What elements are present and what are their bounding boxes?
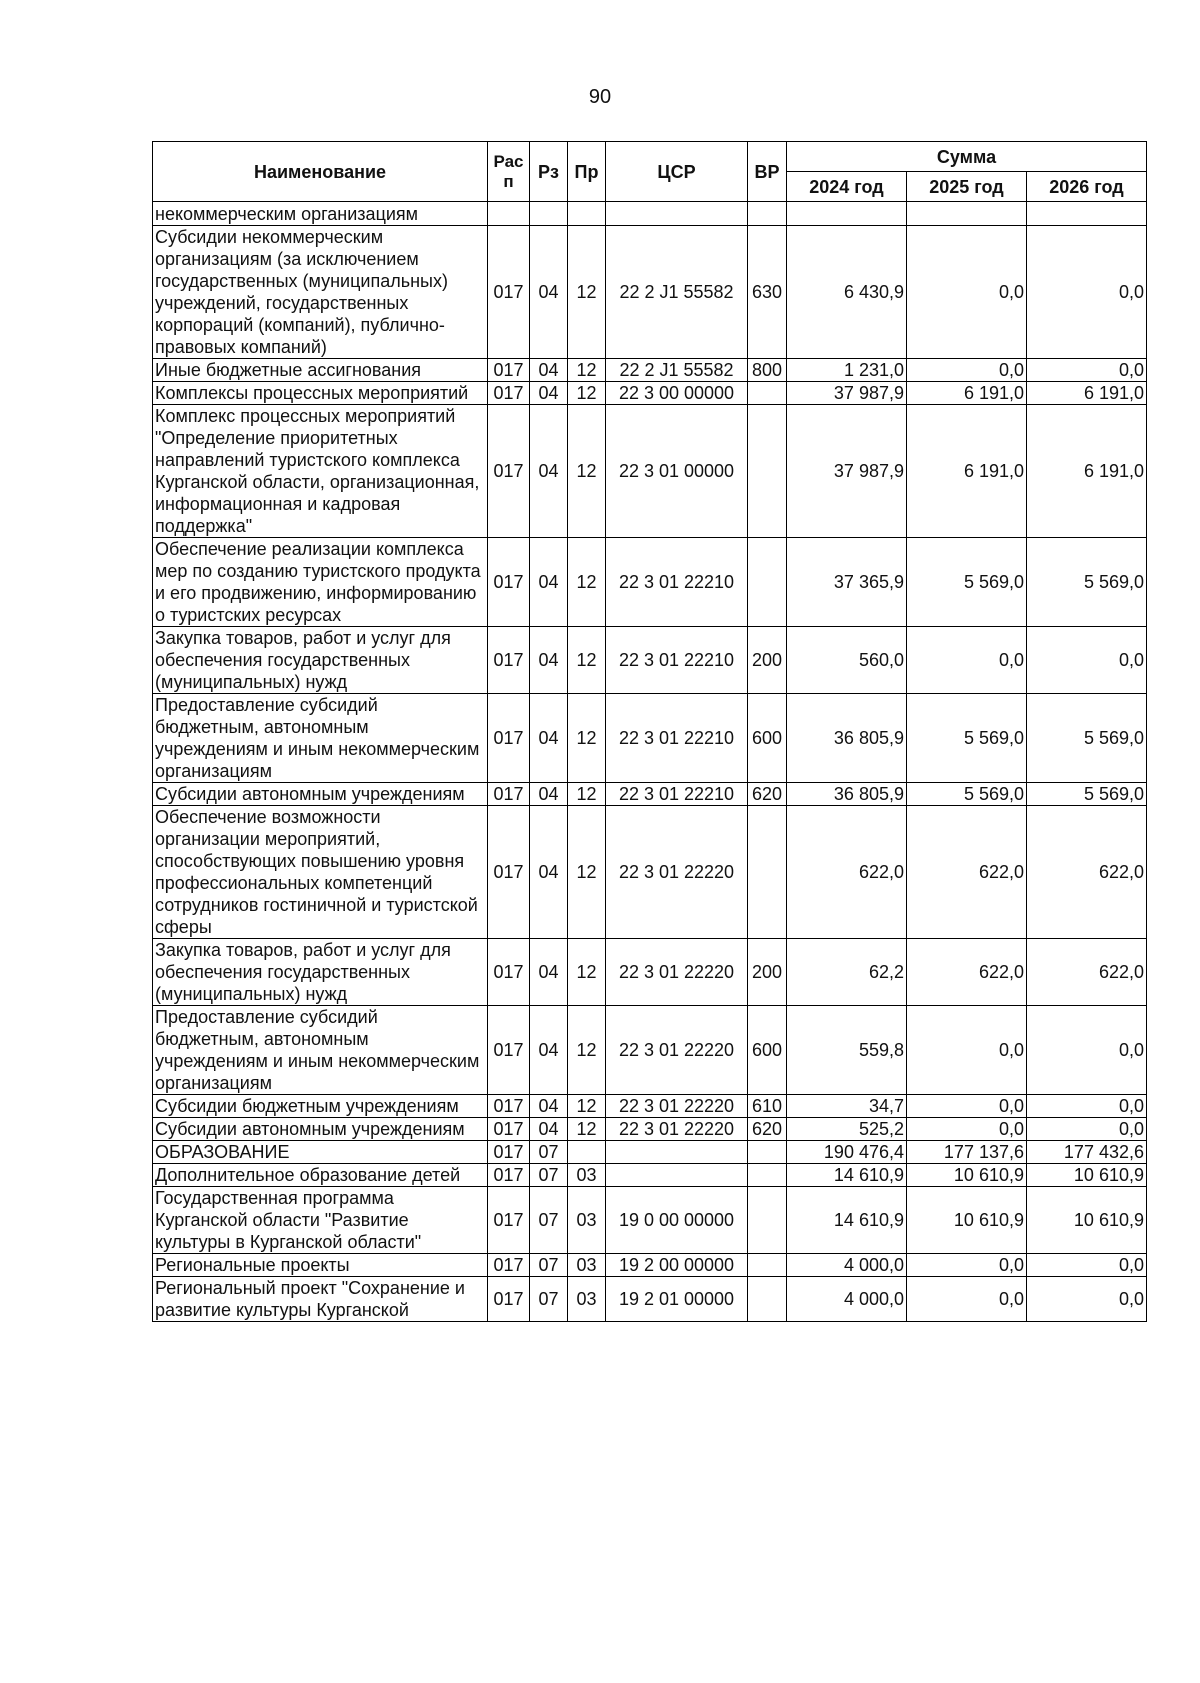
row-name: Субсидии автономным учреждениям	[153, 783, 488, 806]
row-csr: 22 3 01 22210	[606, 627, 748, 694]
row-vr: 600	[748, 694, 787, 783]
row-pr: 12	[568, 806, 606, 939]
row-sum-2025: 177 137,6	[907, 1141, 1027, 1164]
row-csr: 22 3 01 22210	[606, 538, 748, 627]
row-sum-2024: 1 231,0	[787, 359, 907, 382]
row-name: Обеспечение реализации комплекса мер по созданию туристского продукта и его продвижению, информированию о туристских ресурсах	[153, 538, 488, 627]
row-pr: 03	[568, 1187, 606, 1254]
row-pr: 12	[568, 694, 606, 783]
row-rasp: 017	[488, 694, 530, 783]
row-pr: 12	[568, 538, 606, 627]
header-summa: Сумма	[787, 142, 1147, 172]
table-row	[153, 1006, 1147, 1095]
row-rasp: 017	[488, 226, 530, 359]
row-name: Обеспечение возможности организации мероприятий, способствующих повышению уровня профессиональных компетенций сотрудников гостиничной и туристской сферы	[153, 806, 488, 939]
row-sum-2024: 37 987,9	[787, 405, 907, 538]
row-rasp: 017	[488, 1254, 530, 1277]
row-sum-2024: 190 476,4	[787, 1141, 907, 1164]
row-rasp: 017	[488, 405, 530, 538]
row-sum-2026: 0,0	[1027, 1006, 1147, 1095]
row-pr: 12	[568, 627, 606, 694]
row-name: Предоставление субсидий бюджетным, автономным учреждениям и иным некоммерческим организациям	[153, 1006, 488, 1095]
row-vr: 620	[748, 783, 787, 806]
row-sum-2025: 6 191,0	[907, 405, 1027, 538]
row-vr: 630	[748, 226, 787, 359]
row-vr	[748, 1187, 787, 1254]
row-csr: 22 3 01 00000	[606, 405, 748, 538]
row-rz	[530, 202, 568, 226]
table-row	[153, 1277, 1147, 1322]
budget-table	[152, 141, 1147, 1322]
row-pr: 12	[568, 359, 606, 382]
header-name: Наименование	[153, 142, 488, 202]
header-rz: Рз	[530, 142, 568, 202]
row-sum-2026: 0,0	[1027, 1095, 1147, 1118]
row-csr: 22 3 01 22220	[606, 939, 748, 1006]
row-sum-2026: 0,0	[1027, 1277, 1147, 1322]
row-sum-2024: 14 610,9	[787, 1187, 907, 1254]
row-name: ОБРАЗОВАНИЕ	[153, 1141, 488, 1164]
header-pr: Пр	[568, 142, 606, 202]
row-rasp: 017	[488, 1118, 530, 1141]
row-rasp: 017	[488, 1095, 530, 1118]
row-rasp: 017	[488, 939, 530, 1006]
row-sum-2025: 5 569,0	[907, 783, 1027, 806]
row-vr	[748, 538, 787, 627]
table-row	[153, 1187, 1147, 1254]
header-2026: 2026 год	[1027, 172, 1147, 202]
table-row	[153, 1164, 1147, 1187]
row-name: Региональные проекты	[153, 1254, 488, 1277]
row-sum-2024: 622,0	[787, 806, 907, 939]
row-sum-2025: 0,0	[907, 1095, 1027, 1118]
row-csr	[606, 1141, 748, 1164]
row-sum-2025	[907, 202, 1027, 226]
row-sum-2026: 5 569,0	[1027, 783, 1147, 806]
row-sum-2024: 4 000,0	[787, 1277, 907, 1322]
row-vr	[748, 1277, 787, 1322]
row-vr	[748, 1141, 787, 1164]
row-sum-2024: 4 000,0	[787, 1254, 907, 1277]
row-vr	[748, 1254, 787, 1277]
row-pr: 12	[568, 1118, 606, 1141]
row-rz: 07	[530, 1254, 568, 1277]
row-pr: 12	[568, 783, 606, 806]
table-row	[153, 382, 1147, 405]
row-sum-2025: 0,0	[907, 1006, 1027, 1095]
table-row	[153, 202, 1147, 226]
row-rasp: 017	[488, 538, 530, 627]
row-name: Предоставление субсидий бюджетным, автономным учреждениям и иным некоммерческим организациям	[153, 694, 488, 783]
row-sum-2025: 0,0	[907, 1254, 1027, 1277]
row-rz: 04	[530, 538, 568, 627]
row-rz: 07	[530, 1187, 568, 1254]
row-rz: 04	[530, 405, 568, 538]
row-rz: 07	[530, 1164, 568, 1187]
row-sum-2024: 37 987,9	[787, 382, 907, 405]
table-row	[153, 783, 1147, 806]
row-vr: 600	[748, 1006, 787, 1095]
row-pr: 03	[568, 1254, 606, 1277]
table-row	[153, 359, 1147, 382]
row-name: Субсидии бюджетным учреждениям	[153, 1095, 488, 1118]
row-rasp: 017	[488, 1164, 530, 1187]
row-vr	[748, 1164, 787, 1187]
row-vr	[748, 405, 787, 538]
row-pr: 12	[568, 1095, 606, 1118]
row-rz: 04	[530, 1118, 568, 1141]
row-pr: 12	[568, 226, 606, 359]
row-sum-2024: 6 430,9	[787, 226, 907, 359]
row-sum-2025: 0,0	[907, 1277, 1027, 1322]
row-name: Дополнительное образование детей	[153, 1164, 488, 1187]
row-sum-2026: 0,0	[1027, 226, 1147, 359]
row-pr: 12	[568, 1006, 606, 1095]
row-rz: 04	[530, 939, 568, 1006]
row-vr: 200	[748, 939, 787, 1006]
row-csr: 22 3 00 00000	[606, 382, 748, 405]
row-vr: 800	[748, 359, 787, 382]
row-sum-2025: 10 610,9	[907, 1187, 1027, 1254]
row-csr: 22 3 01 22210	[606, 783, 748, 806]
table-row	[153, 939, 1147, 1006]
row-sum-2025: 0,0	[907, 1118, 1027, 1141]
row-vr: 620	[748, 1118, 787, 1141]
header-vr: ВР	[748, 142, 787, 202]
row-sum-2026: 10 610,9	[1027, 1187, 1147, 1254]
row-rz: 04	[530, 783, 568, 806]
row-sum-2025: 5 569,0	[907, 538, 1027, 627]
row-vr	[748, 382, 787, 405]
row-rasp: 017	[488, 783, 530, 806]
row-csr: 22 3 01 22220	[606, 1118, 748, 1141]
row-rz: 04	[530, 806, 568, 939]
row-rz: 07	[530, 1277, 568, 1322]
row-vr: 610	[748, 1095, 787, 1118]
row-sum-2025: 5 569,0	[907, 694, 1027, 783]
row-name: Субсидии автономным учреждениям	[153, 1118, 488, 1141]
row-sum-2026: 0,0	[1027, 1254, 1147, 1277]
row-sum-2026: 622,0	[1027, 939, 1147, 1006]
row-sum-2025: 622,0	[907, 939, 1027, 1006]
row-rasp: 017	[488, 806, 530, 939]
row-pr: 12	[568, 382, 606, 405]
row-rasp: 017	[488, 382, 530, 405]
row-pr: 12	[568, 939, 606, 1006]
page-number: 90	[588, 86, 612, 108]
row-rz: 04	[530, 627, 568, 694]
row-sum-2025: 0,0	[907, 359, 1027, 382]
row-rz: 04	[530, 1006, 568, 1095]
table-row	[153, 1141, 1147, 1164]
row-name: Закупка товаров, работ и услуг для обеспечения государственных (муниципальных) нужд	[153, 627, 488, 694]
row-sum-2026: 6 191,0	[1027, 405, 1147, 538]
row-vr	[748, 202, 787, 226]
row-rasp: 017	[488, 1277, 530, 1322]
row-name: Государственная программа Курганской области "Развитие культуры в Курганской области"	[153, 1187, 488, 1254]
row-pr: 03	[568, 1164, 606, 1187]
row-name: Комплексы процессных мероприятий	[153, 382, 488, 405]
row-rz: 04	[530, 359, 568, 382]
row-rasp: 017	[488, 1187, 530, 1254]
row-pr	[568, 202, 606, 226]
row-rz: 04	[530, 694, 568, 783]
row-rz: 04	[530, 226, 568, 359]
table-row	[153, 538, 1147, 627]
row-sum-2024: 34,7	[787, 1095, 907, 1118]
row-sum-2024	[787, 202, 907, 226]
row-sum-2024: 37 365,9	[787, 538, 907, 627]
row-csr: 22 2 J1 55582	[606, 359, 748, 382]
row-csr: 22 3 01 22220	[606, 1006, 748, 1095]
row-sum-2026: 0,0	[1027, 1118, 1147, 1141]
row-rasp: 017	[488, 1006, 530, 1095]
row-csr: 19 0 00 00000	[606, 1187, 748, 1254]
row-name: Комплекс процессных мероприятий "Определение приоритетных направлений туристского комплекса Курганской области, организационная, информационная и кадровая поддержка"	[153, 405, 488, 538]
row-name: Региональный проект "Сохранение и развитие культуры Курганской	[153, 1277, 488, 1322]
row-rz: 07	[530, 1141, 568, 1164]
row-name: Иные бюджетные ассигнования	[153, 359, 488, 382]
row-sum-2026: 5 569,0	[1027, 694, 1147, 783]
row-rz: 04	[530, 382, 568, 405]
row-sum-2026: 0,0	[1027, 359, 1147, 382]
table-row	[153, 1254, 1147, 1277]
row-pr	[568, 1141, 606, 1164]
table-row	[153, 806, 1147, 939]
row-sum-2024: 36 805,9	[787, 694, 907, 783]
row-name: некоммерческим организациям	[153, 202, 488, 226]
row-csr: 22 3 01 22220	[606, 1095, 748, 1118]
row-sum-2026: 0,0	[1027, 627, 1147, 694]
row-sum-2026: 177 432,6	[1027, 1141, 1147, 1164]
row-rasp: 017	[488, 627, 530, 694]
row-rasp: 017	[488, 1141, 530, 1164]
table-row	[153, 1118, 1147, 1141]
row-pr: 03	[568, 1277, 606, 1322]
row-sum-2026: 10 610,9	[1027, 1164, 1147, 1187]
row-sum-2026	[1027, 202, 1147, 226]
row-vr	[748, 806, 787, 939]
table-row	[153, 226, 1147, 359]
row-csr: 19 2 00 00000	[606, 1254, 748, 1277]
row-sum-2026: 622,0	[1027, 806, 1147, 939]
row-sum-2025: 0,0	[907, 226, 1027, 359]
row-csr: 19 2 01 00000	[606, 1277, 748, 1322]
row-csr: 22 3 01 22220	[606, 806, 748, 939]
table-row	[153, 694, 1147, 783]
table-row	[153, 627, 1147, 694]
header-csr: ЦСР	[606, 142, 748, 202]
row-sum-2026: 6 191,0	[1027, 382, 1147, 405]
row-sum-2025: 622,0	[907, 806, 1027, 939]
header-2025: 2025 год	[907, 172, 1027, 202]
row-sum-2024: 525,2	[787, 1118, 907, 1141]
row-sum-2024: 14 610,9	[787, 1164, 907, 1187]
row-pr: 12	[568, 405, 606, 538]
row-sum-2026: 5 569,0	[1027, 538, 1147, 627]
row-sum-2025: 6 191,0	[907, 382, 1027, 405]
row-csr	[606, 1164, 748, 1187]
row-sum-2024: 559,8	[787, 1006, 907, 1095]
row-rz: 04	[530, 1095, 568, 1118]
row-rasp	[488, 202, 530, 226]
row-name: Субсидии некоммерческим организациям (за исключением государственных (муниципальных) учреждений, государственных корпораций (компаний), публично-правовых компаний)	[153, 226, 488, 359]
row-sum-2024: 36 805,9	[787, 783, 907, 806]
row-vr: 200	[748, 627, 787, 694]
row-csr: 22 3 01 22210	[606, 694, 748, 783]
header-rasp: Рас п	[488, 142, 530, 202]
row-sum-2024: 62,2	[787, 939, 907, 1006]
row-csr	[606, 202, 748, 226]
table-row	[153, 1095, 1147, 1118]
header-2024: 2024 год	[787, 172, 907, 202]
row-rasp: 017	[488, 359, 530, 382]
row-csr: 22 2 J1 55582	[606, 226, 748, 359]
row-sum-2025: 10 610,9	[907, 1164, 1027, 1187]
row-sum-2024: 560,0	[787, 627, 907, 694]
row-sum-2025: 0,0	[907, 627, 1027, 694]
row-name: Закупка товаров, работ и услуг для обеспечения государственных (муниципальных) нужд	[153, 939, 488, 1006]
table-row	[153, 405, 1147, 538]
